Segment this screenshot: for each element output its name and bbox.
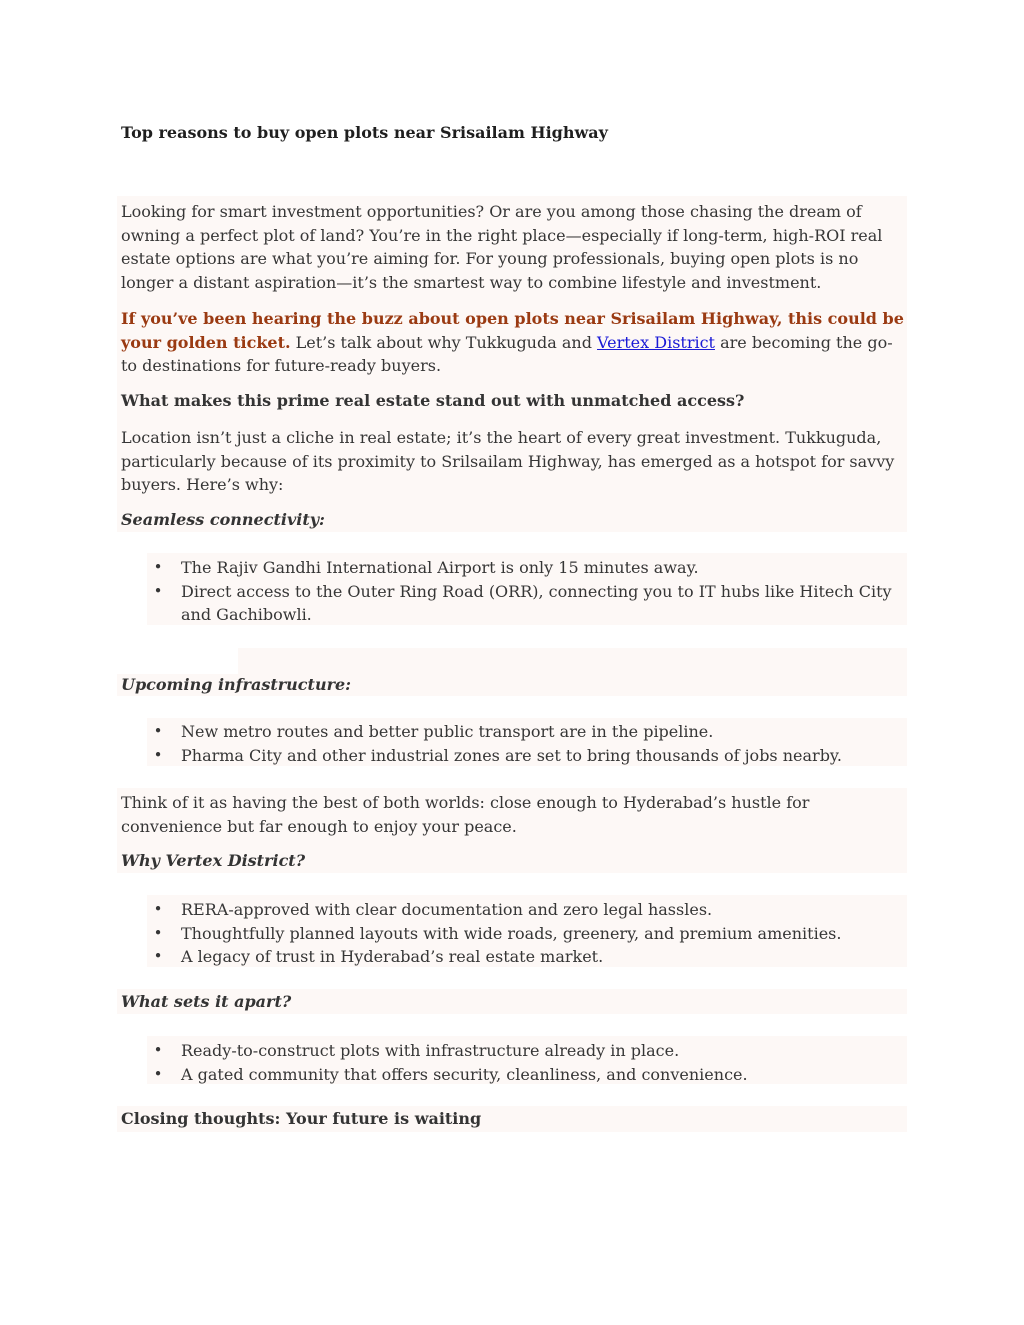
list-item bbox=[150, 580, 906, 627]
bullet-icon: • bbox=[153, 900, 163, 918]
buzz-text-after-link: are becoming the go-to destinations for future-ready buyers. bbox=[121, 332, 893, 375]
infrastructure-list bbox=[150, 720, 906, 767]
bullet-icon: • bbox=[153, 923, 163, 942]
infrastructure-heading: Upcoming infrastructure: bbox=[121, 675, 352, 694]
list-item-text: Thoughtfully planned layouts with wide roads, greenery, and premium amenities. bbox=[181, 923, 842, 943]
text-shade-upcoming-top bbox=[238, 648, 907, 674]
list-item-text: The Rajiv Gandhi International Airport is only 15 minutes away. bbox=[181, 558, 699, 577]
list-item-text: New metro routes and better public transport are in the pipeline. bbox=[181, 722, 714, 741]
bullet-icon: • bbox=[153, 1041, 163, 1059]
list-item-text: Ready-to-construct plots with infrastructure already in place. bbox=[181, 1041, 680, 1060]
list-item bbox=[150, 1039, 906, 1063]
list-item bbox=[150, 1063, 906, 1087]
connectivity-heading: Seamless connectivity: bbox=[121, 510, 325, 529]
access-heading: What makes this prime real estate stand out with unmatched access? bbox=[121, 391, 745, 410]
list-item bbox=[150, 898, 906, 922]
list-item bbox=[150, 720, 906, 744]
connectivity-list bbox=[150, 556, 906, 627]
apart-list bbox=[150, 1039, 906, 1086]
location-paragraph: Location isn’t just a cliche in real estate; it’s the heart of every great investment. Tukkuguda, particularly because of its proximity to Srilsailam Highway, has emerged as a hotspot for savvy buyers. Here’s why: bbox=[121, 428, 895, 494]
best-of-both-paragraph: Think of it as having the best of both worlds: close enough to Hyderabad’s hustle for convenience but far enough to enjoy your peace. bbox=[121, 793, 810, 836]
list-item-text: Pharma City and other industrial zones are set to bring thousands of jobs nearby. bbox=[181, 745, 842, 765]
apart-heading: What sets it apart? bbox=[121, 992, 292, 1011]
buzz-paragraph bbox=[121, 307, 908, 378]
bullet-icon: • bbox=[153, 558, 163, 576]
list-item bbox=[150, 945, 906, 969]
bullet-icon: • bbox=[153, 581, 163, 600]
intro-paragraph: Looking for smart investment opportunities? Or are you among those chasing the dream of owning a perfect plot of land? You’re in the right place—especially if long-term, high-ROI real estate options are what you’re aiming for. For young professionals, buying open plots is no longer a distant aspiration—it’s the smartest way to combine lifestyle and investment. bbox=[121, 202, 883, 292]
vertex-list bbox=[150, 898, 906, 969]
list-item-text: Direct access to the Outer Ring Road (ORR), connecting you to IT hubs like Hitech City and Gachibowli. bbox=[181, 581, 892, 624]
list-item bbox=[150, 556, 906, 580]
bullet-icon: • bbox=[153, 947, 163, 965]
vertex-heading: Why Vertex District? bbox=[121, 851, 306, 870]
buzz-text-before-link: Let’s talk about why Tukkuguda and bbox=[290, 332, 598, 352]
list-item-text: A gated community that offers security, cleanliness, and convenience. bbox=[181, 1064, 748, 1084]
list-item-text: A legacy of trust in Hyderabad’s real estate market. bbox=[181, 947, 604, 966]
list-item bbox=[150, 744, 906, 768]
list-item-text: RERA-approved with clear documentation and zero legal hassles. bbox=[181, 900, 713, 919]
bullet-icon: • bbox=[153, 722, 163, 740]
list-item bbox=[150, 922, 906, 946]
closing-heading: Closing thoughts: Your future is waiting bbox=[121, 1109, 482, 1128]
buzz-highlight: If you’ve been hearing the buzz about open plots near Srisailam Highway, this could be your golden ticket. bbox=[121, 309, 904, 352]
bullet-icon: • bbox=[153, 745, 163, 764]
vertex-district-link[interactable]: Vertex District bbox=[597, 332, 715, 352]
bullet-icon: • bbox=[153, 1064, 163, 1083]
document-title: Top reasons to buy open plots near Srisailam Highway bbox=[121, 123, 608, 142]
